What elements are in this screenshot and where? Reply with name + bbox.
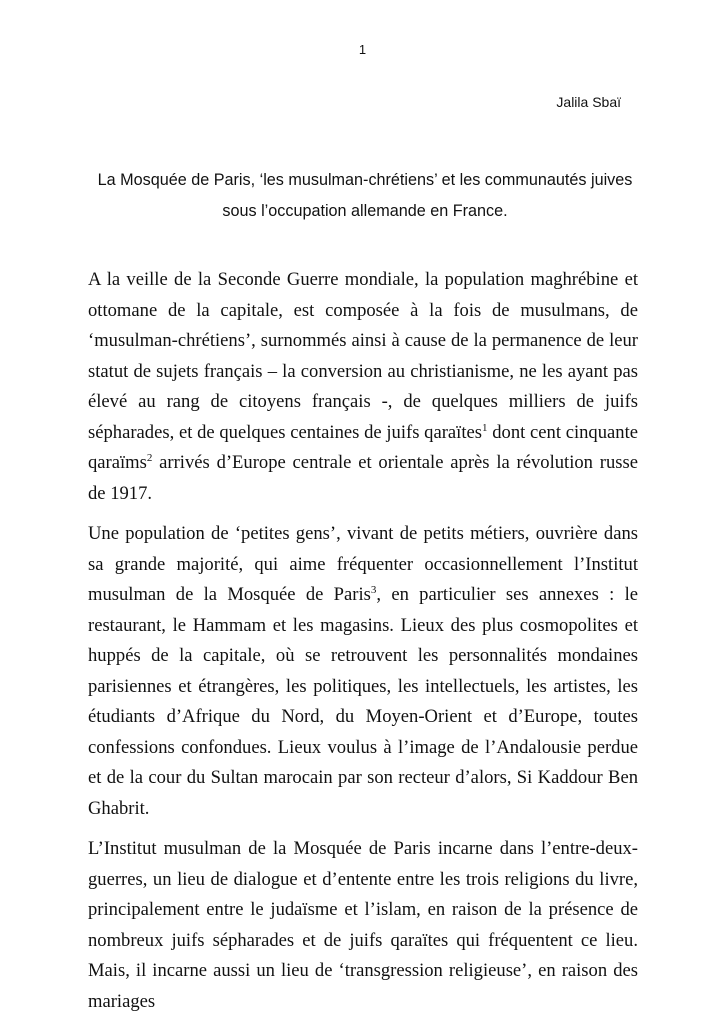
paragraph-3-text-a: L’Institut musulman de la Mosquée de Paris incarne dans l’entre-deux-guerres, un lieu de dialogue et d’entente entre les trois religions du livre, principalement entre le judaïsme et l’islam, en raison de la présence de nombreux juifs sépharades et de juifs qaraïtes qui fréquentent ce lieu. Mais, il incarne aussi un lieu de ‘transgression religieuse’, en raison des mariages [88, 838, 638, 1012]
paragraph-3 [88, 834, 638, 1017]
body-text [88, 265, 638, 1027]
paragraph-1-text-b: dont cent cinquante qaraïms [88, 421, 638, 473]
page-number: 1 [358, 42, 367, 57]
footnote-ref-1: 1 [482, 421, 488, 434]
paragraph-1-text-c: arrivés d’Europe centrale et orientale après la révolution russe de 1917. [88, 452, 638, 504]
footnote-ref-2: 2 [146, 451, 153, 464]
paragraph-2-text-b: , en particulier ses annexes : le restaurant, le Hammam et les magasins. Lieux des plus cosmopolites et huppés de la capitale, où se retrouvent les personnalités mondaines parisiennes et étrangères, les politiques, les intellectuels, les artistes, les étudiants d’Afrique du Nord, du Moyen-Orient et d’Europe, toutes confessions confondues. Lieux voulus à l’image de l’Andalousie perdue et de la cour du Sultan marocain par son recteur d’alors, Si Kaddour Ben Ghabrit. [88, 584, 638, 819]
paragraph-1 [88, 265, 638, 509]
author-name: Jalila Sbaï [556, 94, 621, 110]
paragraph-1-text-a: A la veille de la Seconde Guerre mondiale, la population maghrébine et ottomane de la capitale, est composée à la fois de musulmans, de ‘musulman-chrétiens’, surnommés ainsi à cause de la permanence de leur statut de sujets français – la conversion au christianisme, ne les ayant pas élevé au rang de citoyens français -, de quelques milliers de juifs sépharades, et de quelques centaines de juifs qaraïtes [88, 269, 638, 443]
paragraph-2 [88, 519, 638, 824]
paragraph-2-text-a: Une population de ‘petites gens’, vivant de petits métiers, ouvrière dans sa grande majorité, qui aime fréquenter occasionnellement l’Institut musulman de la Mosquée de Paris [88, 523, 638, 605]
document-title: La Mosquée de Paris, ‘les musulman-chrétiens’ et les communautés juives sous l’occupation allemande en France. [97, 171, 633, 220]
footnote-ref-3: 3 [370, 583, 377, 596]
